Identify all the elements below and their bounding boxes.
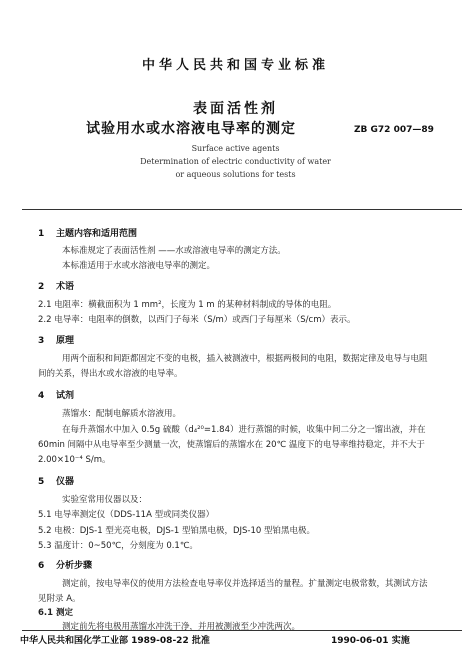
standard-type-header: 中华人民共和国专业标准: [141, 58, 329, 73]
section-6-paragraph-line-1: 测定前，按电导率仪的使用方法检查电导率仪并选择适当的量程。扩量测定电极常数，其测试方法: [62, 579, 428, 589]
implementation-date: 1990-06-01 实施: [331, 636, 410, 646]
section-4-paragraph-2-line-3: 2.00×10⁻⁴ S/m。: [38, 455, 111, 465]
subsection-6-1-paragraph: 测定前先将电极用蒸馏水冲洗干净，并用被测液至少冲洗两次。: [62, 622, 301, 632]
document-title-main: 表面活性剂: [193, 101, 278, 117]
section-4-number: 4: [38, 391, 45, 401]
section-3-heading: [38, 333, 74, 346]
section-4-heading: [38, 388, 74, 401]
section-2-title: 术语: [56, 282, 75, 292]
english-title-line-1: Surface active agents: [191, 144, 280, 153]
header-divider: [22, 209, 462, 210]
section-1-number: 1: [38, 229, 45, 239]
section-6-paragraph-line-2: 见附录 A。: [38, 594, 81, 604]
section-1-heading: [38, 226, 137, 239]
section-3-title: 原理: [56, 336, 75, 346]
standard-code: ZB G72 007—89: [354, 125, 434, 135]
subsection-6-1-heading: 6.1 测定: [38, 608, 74, 618]
english-title-line-2: Determination of electric conductivity of water: [140, 157, 331, 166]
section-5-title: 仪器: [56, 477, 75, 487]
section-5-item-2: 5.2 电极：DJS-1 型光亮电极，DJS-1 型铂黑电极，DJS-10 型铂黑电极。: [38, 526, 316, 536]
footer-divider: [22, 630, 462, 631]
section-5-intro: 实验室常用仪器以及：: [62, 495, 148, 505]
section-4-paragraph-2-line-2: 60min 间隔中从电导率至少测量一次，使蒸馏后的蒸馏水在 20℃ 温度下的电导率维持稳定，并不大于: [38, 440, 425, 450]
section-3-paragraph-line-1: 用两个面积和间距都固定不变的电极，插入被测液中，根据两极间的电阻，数据定律及电导与电阻: [62, 354, 428, 364]
english-title-line-3: or aqueous solutions for tests: [175, 170, 296, 179]
section-1-paragraph-1: 本标准规定了表面活性剂 ——水或溶液电导率的测定方法。: [62, 246, 286, 256]
approval-info: 中华人民共和国化学工业部 1989-08-22 批准: [20, 636, 210, 646]
section-5-number: 5: [38, 477, 45, 487]
section-1-paragraph-2: 本标准适用于水或水溶液电导率的测定。: [62, 261, 216, 271]
section-3-paragraph-line-2: 间的关系，得出水或水溶液的电导率。: [38, 369, 183, 379]
section-1-title: 主题内容和适用范围: [56, 229, 138, 239]
section-5-item-1: 5.1 电导率测定仪（DDS-11A 型或同类仪器）: [38, 510, 215, 520]
section-2-item-2: 2.2 电导率：电阻率的倒数，以西门子每米（S/m）或西门子每厘米（S/cm）表示。: [38, 315, 356, 325]
section-4-paragraph-1: 蒸馏水：配制电解质水溶液用。: [62, 409, 182, 419]
section-4-title: 试剂: [56, 391, 75, 401]
section-2-heading: [38, 279, 74, 292]
section-6-number: 6: [38, 561, 45, 571]
section-5-item-3: 5.3 温度计：0~50℃，分刻度为 0.1℃。: [38, 541, 198, 551]
document-title-sub: 试验用水或水溶液电导率的测定: [86, 121, 296, 137]
section-2-number: 2: [38, 282, 45, 292]
section-4-paragraph-2-line-1: 在每升蒸馏水中加入 0.5g 硫酸（d₄²⁰=1.84）进行蒸馏的时候，收集中间二分之一馏出液，并在: [62, 425, 426, 435]
section-5-heading: [38, 474, 74, 487]
section-6-heading: [38, 558, 92, 571]
section-6-title: 分析步骤: [56, 561, 93, 571]
section-2-item-1: 2.1 电阻率：横截面积为 1 mm²，长度为 1 m 的某种材料制成的导体的电阻。: [38, 300, 337, 310]
section-3-number: 3: [38, 336, 45, 346]
